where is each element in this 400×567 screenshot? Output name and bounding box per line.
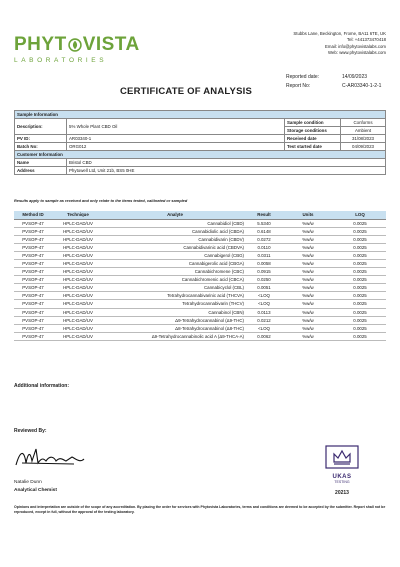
cell-loq: 0.0025 [334,243,386,251]
sample-condition-label: Sample condition [285,119,341,127]
cell-analyte: Tetrahydrocannabivarin (THCV) [104,300,246,308]
cell-analyte: Δ8-Tetrahydrocannabinol (Δ8-THC) [104,324,246,332]
cell-method-id: PVSOP-47 [14,219,52,227]
batch-no-label: Batch No: [15,143,67,151]
cell-loq: 0.0025 [334,251,386,259]
storage-value: Ambient [341,127,386,135]
lab-address-block [293,31,386,57]
table-row [14,332,386,340]
cell-analyte: Δ9-Tetrahydrocannabinolic acid A (Δ9-THCA-A) [104,332,246,340]
customer-name-label: Name [15,159,67,167]
cell-units: %w/w [282,284,334,292]
cell-loq: 0.0025 [334,268,386,276]
cell-loq: 0.0025 [334,219,386,227]
cell-analyte: Cannabigerolic acid (CBGA) [104,259,246,267]
table-row [14,324,386,332]
cell-method-id: PVSOP-47 [14,276,52,284]
cell-analyte: Cannabichromene (CBC) [104,268,246,276]
table-row [14,235,386,243]
cell-units: %w/w [282,219,334,227]
cell-units: %w/w [282,235,334,243]
logo-subtitle: LABORATORIES [14,57,108,64]
customer-info-header: Customer Information [15,151,386,159]
description-label: Description: [15,119,67,135]
description-value: 5% Whole Plant CBD Oil [67,119,285,135]
cell-units: %w/w [282,308,334,316]
cell-result: 0.0250 [246,276,282,284]
customer-address-value: Phytowell Ltd, Unit 21b, BS5 0HE [67,167,386,175]
cell-method-id: PVSOP-47 [14,259,52,267]
table-row [14,243,386,251]
reviewed-by-label: Reviewed By: [14,428,47,434]
table-row [14,316,386,324]
cell-analyte: Cannabigerol (CBG) [104,251,246,259]
cell-units: %w/w [282,292,334,300]
table-row [14,308,386,316]
cell-technique: HPLC-DAD/UV [52,284,104,292]
reviewer-name: Natalie Dunn [14,480,42,485]
signature-image [14,443,94,473]
table-row [14,268,386,276]
table-row [14,219,386,227]
cell-technique: HPLC-DAD/UV [52,292,104,300]
cell-loq: 0.0025 [334,227,386,235]
logo-wordmark [14,34,164,56]
reported-date-value: 14/09/2023 [342,74,368,80]
col-units: Units [282,211,334,219]
received-date-label: Received date [285,135,341,143]
cell-units: %w/w [282,259,334,267]
cell-technique: HPLC-DAD/UV [52,227,104,235]
cell-units: %w/w [282,227,334,235]
cell-units: %w/w [282,276,334,284]
cell-analyte: Cannabichromenic acid (CBCA) [104,276,246,284]
email-line: Email: info@phytovistalabs.com [325,43,386,49]
cell-result: 0.0062 [246,332,282,340]
cell-result: 0.0272 [246,235,282,243]
col-analyte: Analyte [104,211,246,219]
cell-result: <LOQ [246,300,282,308]
results-table [14,211,386,341]
cell-loq: 0.0025 [334,316,386,324]
report-meta [286,73,381,91]
cell-method-id: PVSOP-47 [14,284,52,292]
cell-technique: HPLC-DAD/UV [52,300,104,308]
cell-method-id: PVSOP-47 [14,300,52,308]
reported-date-label: Reported date: [286,74,320,80]
footer-disclaimer: Opinions and interpretation are outside of the scope of any accreditation. By placing the order for services with Phytovista Laboratories, terms and conditions are deemed to be accepted by the submitter. Report shall not be reproduced, except in full, without the approval of the testing laboratory. [14,505,386,515]
cell-technique: HPLC-DAD/UV [52,276,104,284]
test-started-label: Test started date [285,143,341,151]
ukas-number: 20213 [335,490,349,496]
phone-line: Tel: +441373470418 [346,37,386,43]
sample-condition-value: Conforms [341,119,386,127]
logo-text-left: PHYT [14,34,67,55]
reviewer-role: Analytical Chemist [14,488,57,493]
col-method-id: Method ID [14,211,52,219]
pv-id-label: PV ID: [15,135,67,143]
cell-units: %w/w [282,332,334,340]
cell-result: 0.0915 [246,268,282,276]
cell-units: %w/w [282,316,334,324]
cell-technique: HPLC-DAD/UV [52,219,104,227]
results-header-row [14,211,386,219]
cell-technique: HPLC-DAD/UV [52,243,104,251]
table-row [14,292,386,300]
crown-icon [325,445,359,469]
table-row [14,300,386,308]
cell-result: 0.6148 [246,227,282,235]
cell-result: 0.0051 [246,284,282,292]
ukas-accreditation-mark [317,445,367,496]
cell-result: 0.0212 [246,316,282,324]
cell-loq: 0.0025 [334,324,386,332]
table-row [14,259,386,267]
cell-loq: 0.0025 [334,332,386,340]
cell-analyte: Cannabinol (CBN) [104,308,246,316]
cell-method-id: PVSOP-47 [14,268,52,276]
received-date-value: 31/08/2023 [341,135,386,143]
cell-result: 5.5340 [246,219,282,227]
cell-loq: 0.0025 [334,235,386,243]
report-no-row [286,82,381,91]
cell-analyte: Tetrahydrocannabivarinic acid (THCVA) [104,292,246,300]
company-logo [14,34,164,64]
cell-method-id: PVSOP-47 [14,316,52,324]
cell-loq: 0.0025 [334,284,386,292]
pv-id-value: AR03340-1 [67,135,285,143]
table-row [14,227,386,235]
cell-units: %w/w [282,324,334,332]
cell-result: 0.0113 [246,308,282,316]
cell-method-id: PVSOP-47 [14,235,52,243]
cell-technique: HPLC-DAD/UV [52,251,104,259]
cell-analyte: Δ9-Tetrahydrocannabinol (Δ9-THC) [104,316,246,324]
cell-technique: HPLC-DAD/UV [52,316,104,324]
cell-method-id: PVSOP-47 [14,308,52,316]
page-title: CERTIFICATE OF ANALYSIS [120,86,252,97]
cell-loq: 0.0025 [334,300,386,308]
cell-analyte: Cannabidivarin (CBDV) [104,235,246,243]
cell-loq: 0.0025 [334,259,386,267]
sample-info-header: Sample Information [15,111,386,119]
cell-result: <LOQ [246,292,282,300]
cell-technique: HPLC-DAD/UV [52,332,104,340]
cell-units: %w/w [282,243,334,251]
cell-technique: HPLC-DAD/UV [52,268,104,276]
cell-units: %w/w [282,300,334,308]
cell-method-id: PVSOP-47 [14,227,52,235]
additional-info-label: Additional information: [14,383,69,389]
cell-analyte: Cannabidiol (CBD) [104,219,246,227]
cell-technique: HPLC-DAD/UV [52,259,104,267]
cell-method-id: PVSOP-47 [14,251,52,259]
cell-technique: HPLC-DAD/UV [52,308,104,316]
report-no-label: Report No: [286,83,311,89]
cell-result: 0.0058 [246,259,282,267]
ukas-text: UKAS [332,474,352,480]
logo-text-right: VISTA [82,34,140,55]
cell-method-id: PVSOP-47 [14,332,52,340]
web-line: Web: www.phytovistalabs.com [328,50,386,56]
cell-technique: HPLC-DAD/UV [52,235,104,243]
cell-result: 0.0311 [246,251,282,259]
cell-method-id: PVSOP-47 [14,243,52,251]
cell-loq: 0.0025 [334,308,386,316]
storage-label: Storage conditions [285,127,341,135]
col-loq: LOQ [334,211,386,219]
address-line: Stubbs Lane, Beckington, Frome, BA11 6TE, UK [293,31,386,36]
cell-method-id: PVSOP-47 [14,292,52,300]
sample-info-table [14,110,386,175]
customer-address-label: Address [15,167,67,175]
cell-method-id: PVSOP-47 [14,324,52,332]
cell-units: %w/w [282,251,334,259]
cell-loq: 0.0025 [334,292,386,300]
test-started-value: 04/09/2023 [341,143,386,151]
cell-analyte: Cannabidivarinic acid (CBDVA) [104,243,246,251]
cell-result: 0.0110 [246,243,282,251]
batch-no-value: ORG012 [67,143,285,151]
cell-loq: 0.0025 [334,276,386,284]
reported-date-row [286,73,381,82]
cell-result: <LOQ [246,324,282,332]
ukas-subtitle: TESTING [334,480,350,484]
table-row [14,251,386,259]
leaf-icon [68,38,82,52]
table-row [14,276,386,284]
cell-technique: HPLC-DAD/UV [52,324,104,332]
results-note: Results apply to sample as received and only relate to the items tested, calibrated or sampled [14,198,188,203]
col-technique: Technique [52,211,104,219]
cell-analyte: Cannabidiolic acid (CBDA) [104,227,246,235]
cell-units: %w/w [282,268,334,276]
report-no-value: C-AR03340-1-2-1 [342,83,382,89]
cell-analyte: Cannabicyclol (CBL) [104,284,246,292]
results-body [14,219,386,340]
customer-name-value: Bristol CBD [67,159,386,167]
table-row [14,284,386,292]
col-result: Result [246,211,282,219]
